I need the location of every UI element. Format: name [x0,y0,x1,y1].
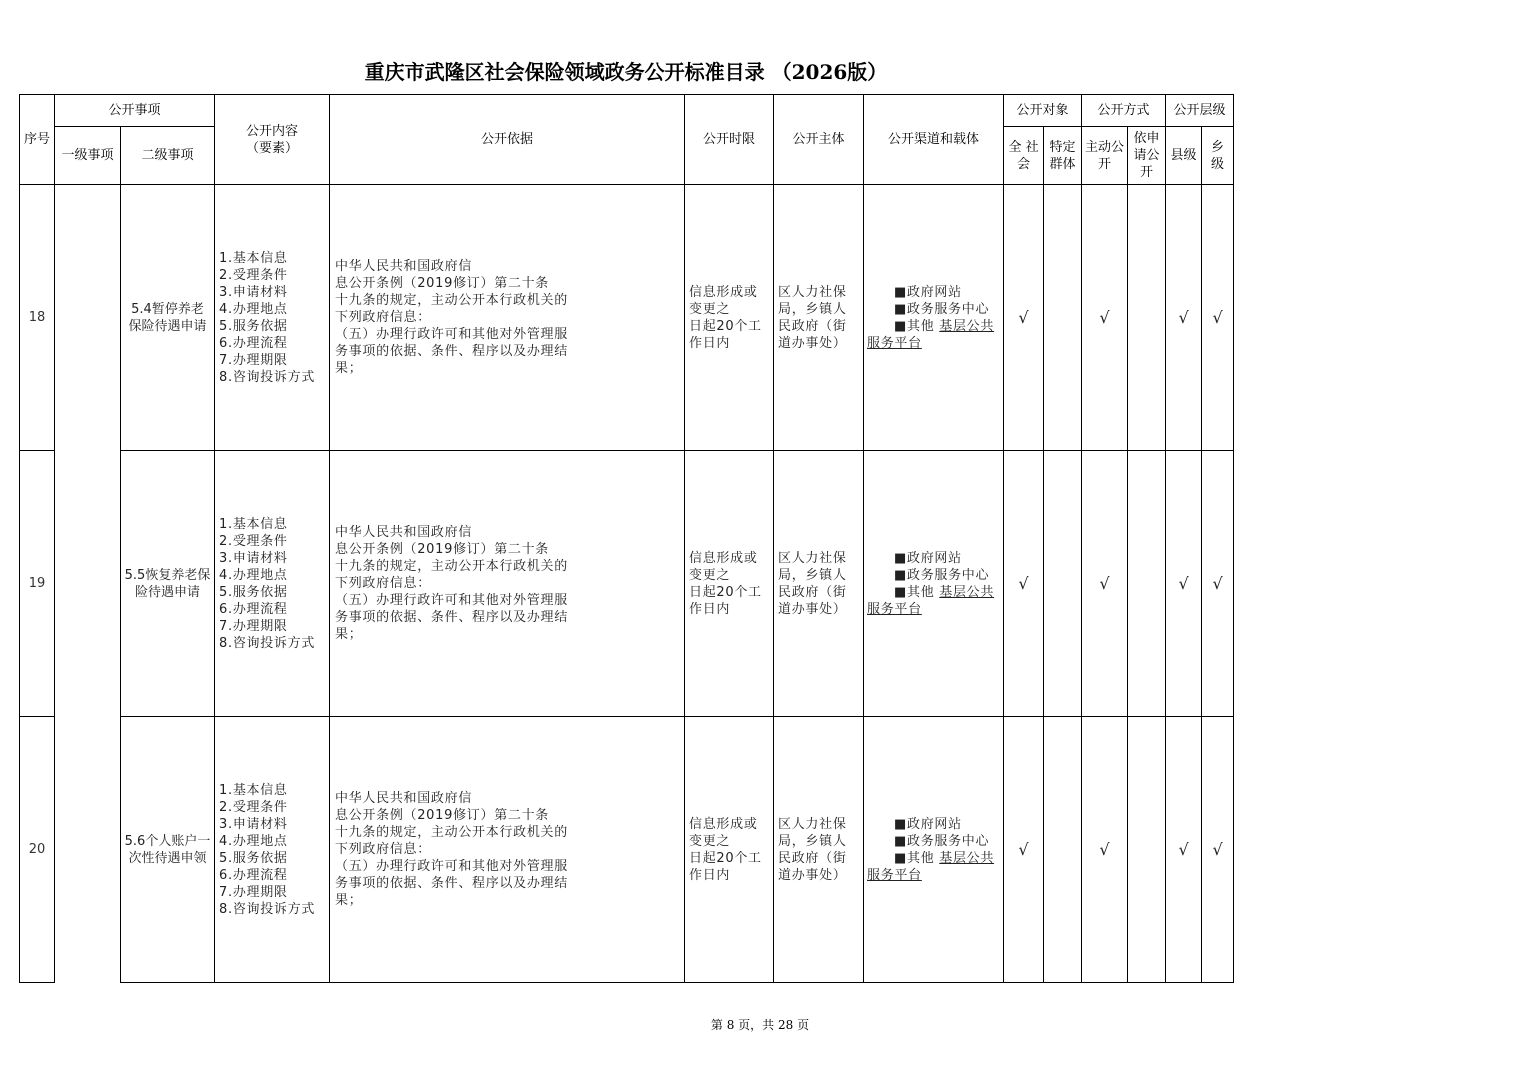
row-method-active-check: √ [1082,451,1128,717]
row-channels [864,185,1004,451]
row-basis: 中华人民共和国政府信 息公开条例（2019修订）第二十条 十九条的规定，主动公开本行政机关的 下列政府信息： （五）办理行政许可和其他对外管理服 务事项的依据、条件、程序以及办理结 果； [330,717,685,983]
row-method-active-check: √ [1082,717,1128,983]
header-level1: 一级事项 [55,127,121,185]
row-seq: 20 [20,717,55,983]
row-channels [864,451,1004,717]
channel-website: ■政府网站 [894,284,962,300]
header-target-group: 特定 群体 [1044,127,1082,185]
document-title: 重庆市武隆区社会保险领域政务公开标准目录 （2026版） [364,60,888,84]
header-basis: 公开依据 [330,95,685,185]
header-method-request: 依申 请公 开 [1128,127,1166,185]
header-target: 公开对象 [1004,95,1082,127]
row-level2: 5.4暂停养老 保险待遇申请 [121,185,215,451]
row-seq: 19 [20,451,55,717]
page-number: 第 8 页，共 28 页 [710,1018,810,1032]
channel-other-label: ■其他 [894,584,935,600]
row-level-county-check: √ [1166,185,1202,451]
row-content: 1.基本信息 2.受理条件 3.申请材料 4.办理地点 5.服务依据 6.办理流程 7.办理期限 8.咨询投诉方式 [215,717,330,983]
row-subject: 区人力社保 局，乡镇人 民政府（街 道办事处） [774,717,864,983]
row-level-county-check: √ [1166,451,1202,717]
header-matter: 公开事项 [55,95,215,127]
header-level-county: 县级 [1166,127,1202,185]
row-target-group-check [1044,185,1082,451]
header-level-town: 乡 级 [1202,127,1234,185]
row-basis: 中华人民共和国政府信 息公开条例（2019修订）第二十条 十九条的规定，主动公开本行政机关的 下列政府信息： （五）办理行政许可和其他对外管理服 务事项的依据、条件、程序以及办理结 果； [330,185,685,451]
row-time-limit: 信息形成或 变更之 日起20个工 作日内 [685,185,774,451]
row-level2: 5.5恢复养老保 险待遇申请 [121,451,215,717]
header-level2: 二级事项 [121,127,215,185]
header-seq: 序号 [20,95,55,185]
header-subject: 公开主体 [774,95,864,185]
channel-other-label: ■其他 [894,318,935,334]
row-seq: 18 [20,185,55,451]
row-level2: 5.6个人账户一 次性待遇申领 [121,717,215,983]
row-method-request-check [1128,451,1166,717]
level1-cell [55,185,121,983]
channel-other [867,584,1000,618]
row-basis: 中华人民共和国政府信 息公开条例（2019修订）第二十条 十九条的规定，主动公开本行政机关的 下列政府信息： （五）办理行政许可和其他对外管理服 务事项的依据、条件、程序以及办理结 果； [330,451,685,717]
row-level-town-check: √ [1202,717,1234,983]
row-content: 1.基本信息 2.受理条件 3.申请材料 4.办理地点 5.服务依据 6.办理流程 7.办理期限 8.咨询投诉方式 [215,185,330,451]
channel-website: ■政府网站 [894,550,962,566]
channel-other [867,850,1000,884]
row-subject: 区人力社保 局，乡镇人 民政府（街 道办事处） [774,451,864,717]
row-level-town-check: √ [1202,451,1234,717]
row-content: 1.基本信息 2.受理条件 3.申请材料 4.办理地点 5.服务依据 6.办理流程 7.办理期限 8.咨询投诉方式 [215,451,330,717]
channel-service-center: ■政务服务中心 [894,567,990,583]
row-target-all-check: √ [1004,185,1044,451]
header-row-1 [20,95,1234,127]
row-target-group-check [1044,451,1082,717]
channel-other [867,318,1000,352]
channel-service-center: ■政务服务中心 [894,301,990,317]
table-row [20,717,1234,983]
channel-other-label: ■其他 [894,850,935,866]
header-method: 公开方式 [1082,95,1166,127]
header-time-limit: 公开时限 [685,95,774,185]
header-method-active: 主动公 开 [1082,127,1128,185]
row-target-group-check [1044,717,1082,983]
channel-other-value: 基层公共 服务平台 [867,584,995,617]
row-time-limit: 信息形成或 变更之 日起20个工 作日内 [685,451,774,717]
channel-website: ■政府网站 [894,816,962,832]
header-content: 公开内容 （要素） [215,95,330,185]
header-channel: 公开渠道和载体 [864,95,1004,185]
row-subject: 区人力社保 局，乡镇人 民政府（街 道办事处） [774,185,864,451]
row-target-all-check: √ [1004,717,1044,983]
table-row [20,185,1234,451]
row-method-request-check [1128,185,1166,451]
header-level: 公开层级 [1166,95,1234,127]
channel-service-center: ■政务服务中心 [894,833,990,849]
channel-other-value: 基层公共 服务平台 [867,850,995,883]
row-level-county-check: √ [1166,717,1202,983]
row-method-request-check [1128,717,1166,983]
row-method-active-check: √ [1082,185,1128,451]
channel-other-value: 基层公共 服务平台 [867,318,995,351]
header-target-all: 全 社 会 [1004,127,1044,185]
catalog-table [19,94,1234,983]
row-time-limit: 信息形成或 变更之 日起20个工 作日内 [685,717,774,983]
row-channels [864,717,1004,983]
row-level-town-check: √ [1202,185,1234,451]
row-target-all-check: √ [1004,451,1044,717]
table-row [20,451,1234,717]
